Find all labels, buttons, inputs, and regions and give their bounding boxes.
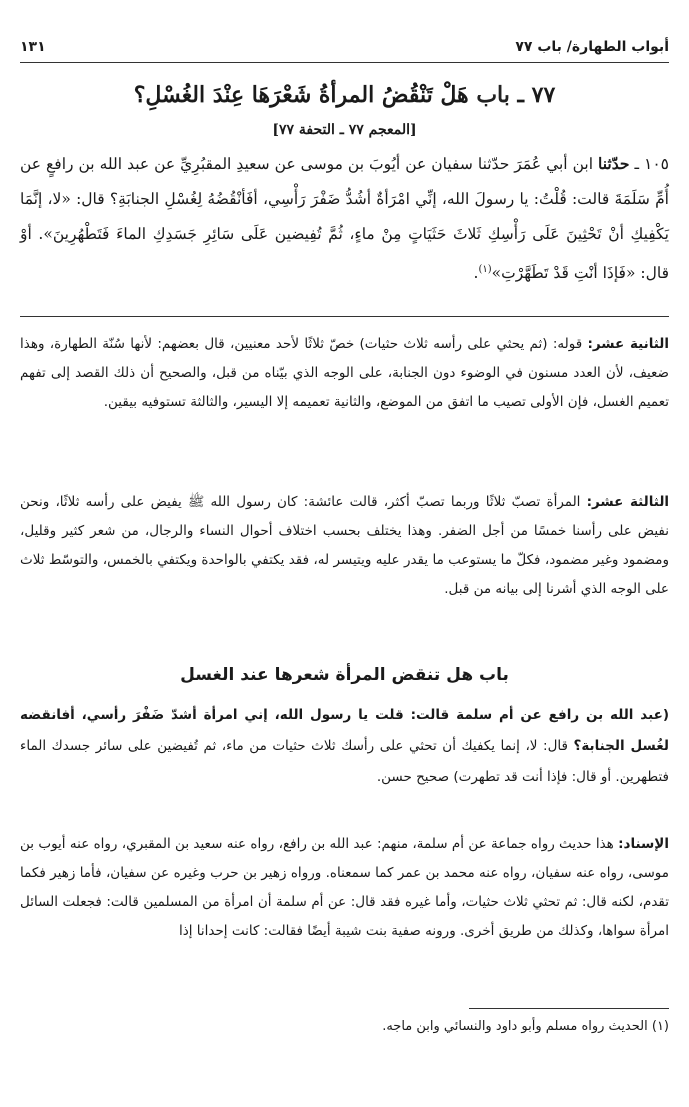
chapter-keyword: باب <box>476 82 510 108</box>
paragraph-body: قوله: (ثم يحثي على رأسه ثلاث حثيات) خصّ ثلاثًا لأحد معنيين، قال بعضهم: لأنها سُنّة الطهارة، وهذا ضعيف، لأن العدد مسنون في الوضوء دون الجنابة، على الوجه الذي بيّناه من قبل، والصحيح أن ذلك القصد إلى تفهم تعميم الغسل، فإن الأولى تصيب ما اتفق من الموضع، والثانية تعميمه إلا اليسير، والثالثة تستوفيه بيقين. <box>20 336 669 410</box>
hadith-end: . <box>473 264 479 283</box>
chapter-title <box>20 78 669 112</box>
paragraph-lead: الثانية عشر: <box>587 336 669 352</box>
chapter-title-text: هَلْ تَنْقُضُ المرأةُ شَعْرَهَا عِنْدَ الغُسْلِ؟ <box>133 82 477 108</box>
paragraph-body: هذا حديث رواه جماعة عن أم سلمة، منهم: عبد الله بن رافع، رواه عنه سعيد بن المقبري، رواه عنه أيوب بن موسى، رواه عنه سفيان، رواه عنه محمد بن عمر كما سمعناه. ورواه زهير بن حرب وغيره عن سفيان، فأما زهير فكما تقدم، لكنه قال: ثم تحثي ثلاث حثيات، وأما غيره فقد قال: عن أم سلمة أن امرأة من المسلمين قالت: فجعلت السائل امرأة سواها، وكذلك من طريق أخرى. ورونه صفية بنت شيبة أيضًا فقالت: كانت إحدانا إذا <box>20 836 669 939</box>
isnad-paragraph <box>20 830 669 946</box>
paragraph-bold: (عبد الله بن رافع عن أم سلمة قالت: قلت يا رسول الله، إني امرأة أشدّ ضَفْرَ رأسي، أفانقضه لغُسل الجنابة؟ <box>20 707 669 754</box>
paragraph-lead: الثالثة عشر: <box>586 494 670 510</box>
running-header <box>20 32 669 62</box>
header-section: أبواب الطهارة/ باب ٧٧ <box>515 39 669 55</box>
footnote-divider <box>469 1008 669 1009</box>
header-divider <box>20 62 669 63</box>
hadith-text <box>20 146 669 291</box>
hadith-number: ١٠٥ ـ <box>629 155 669 173</box>
section-hadith-paragraph <box>20 700 669 793</box>
hadith-body: ابن أبي عُمَرَ حدّثنا سفيان عن أيُوبَ بن موسى عن سعيدِ المقبُرِيِّ عن عبد الله بن رافعٍ عن أُمِّ سَلَمَةَ قالت: قُلْتُ: يا رسولَ الله، إنِّي امْرَأةٌ أشُدُّ ضَفْرَ رَأْسِي، أفَأنْقُضُهُ لِغُسْلِ الجنابَةِ؟ قال: «لا، إنَّمَا يَكْفِيكِ أنْ تَحْثِينَ عَلَى رَأْسِكِ ثَلاثَ حَثَيَاتٍ مِنْ ماءٍ، ثُمَّ تُفِيضين عَلَى سَائِرِ جَسَدِكِ الماءَ فَتَطْهُرِينَ». أوْ قال: «فَإذَا أنْتِ قَدْ تَطَهَّرْتِ» <box>20 155 669 283</box>
commentary-paragraph-12 <box>20 330 669 417</box>
footnote-marker: (١) <box>478 264 492 275</box>
section-title: باب هل تنقض المرأة شعرها عند الغسل <box>180 665 509 685</box>
page-number: ١٣١ <box>20 39 46 55</box>
paragraph-body: قال: لا، إنما يكفيك أن تحثي على رأسك ثلاث حثيات من ماء، ثم تُفيضين على سائر جسدك الماء فتطهرين. أو قال: فإذا أنت قد تطهرت) صحيح حسن. <box>20 738 669 785</box>
paragraph-body: المرأة تصبّ ثلاثًا وربما تصبّ أكثر، قالت عائشة: كان رسول الله ﷺ يفيض على رأسه ثلاثًا، ونحن نفيض على رأسنا خمسًا من أجل الضفر. وهذا يختلف بحسب اختلاف أحوال النساء والرجال، من شعر كثير وقليل، ومضمود وغير مضمود، فكلّ ما يستوعب ما يقدر عليه ويتيسر له، فقد يكتفي بالواحدة ويكتفي بالخمس، والتوسّط ثلاث على الوجه الذي أشرنا إلى بيانه من قبل. <box>20 494 669 597</box>
chapter-reference: [المعجم ٧٧ ـ التحفة ٧٧] <box>272 122 417 138</box>
chapter-number: ٧٧ ـ <box>509 82 556 108</box>
paragraph-lead: الإسناد: <box>618 836 669 852</box>
hadith-keyword: حدّثنا <box>598 154 630 173</box>
commentary-divider <box>20 316 669 317</box>
footnote: (١) الحديث رواه مسلم وأبو داود والنسائي وابن ماجه. <box>382 1019 669 1034</box>
commentary-paragraph-13 <box>20 488 669 604</box>
